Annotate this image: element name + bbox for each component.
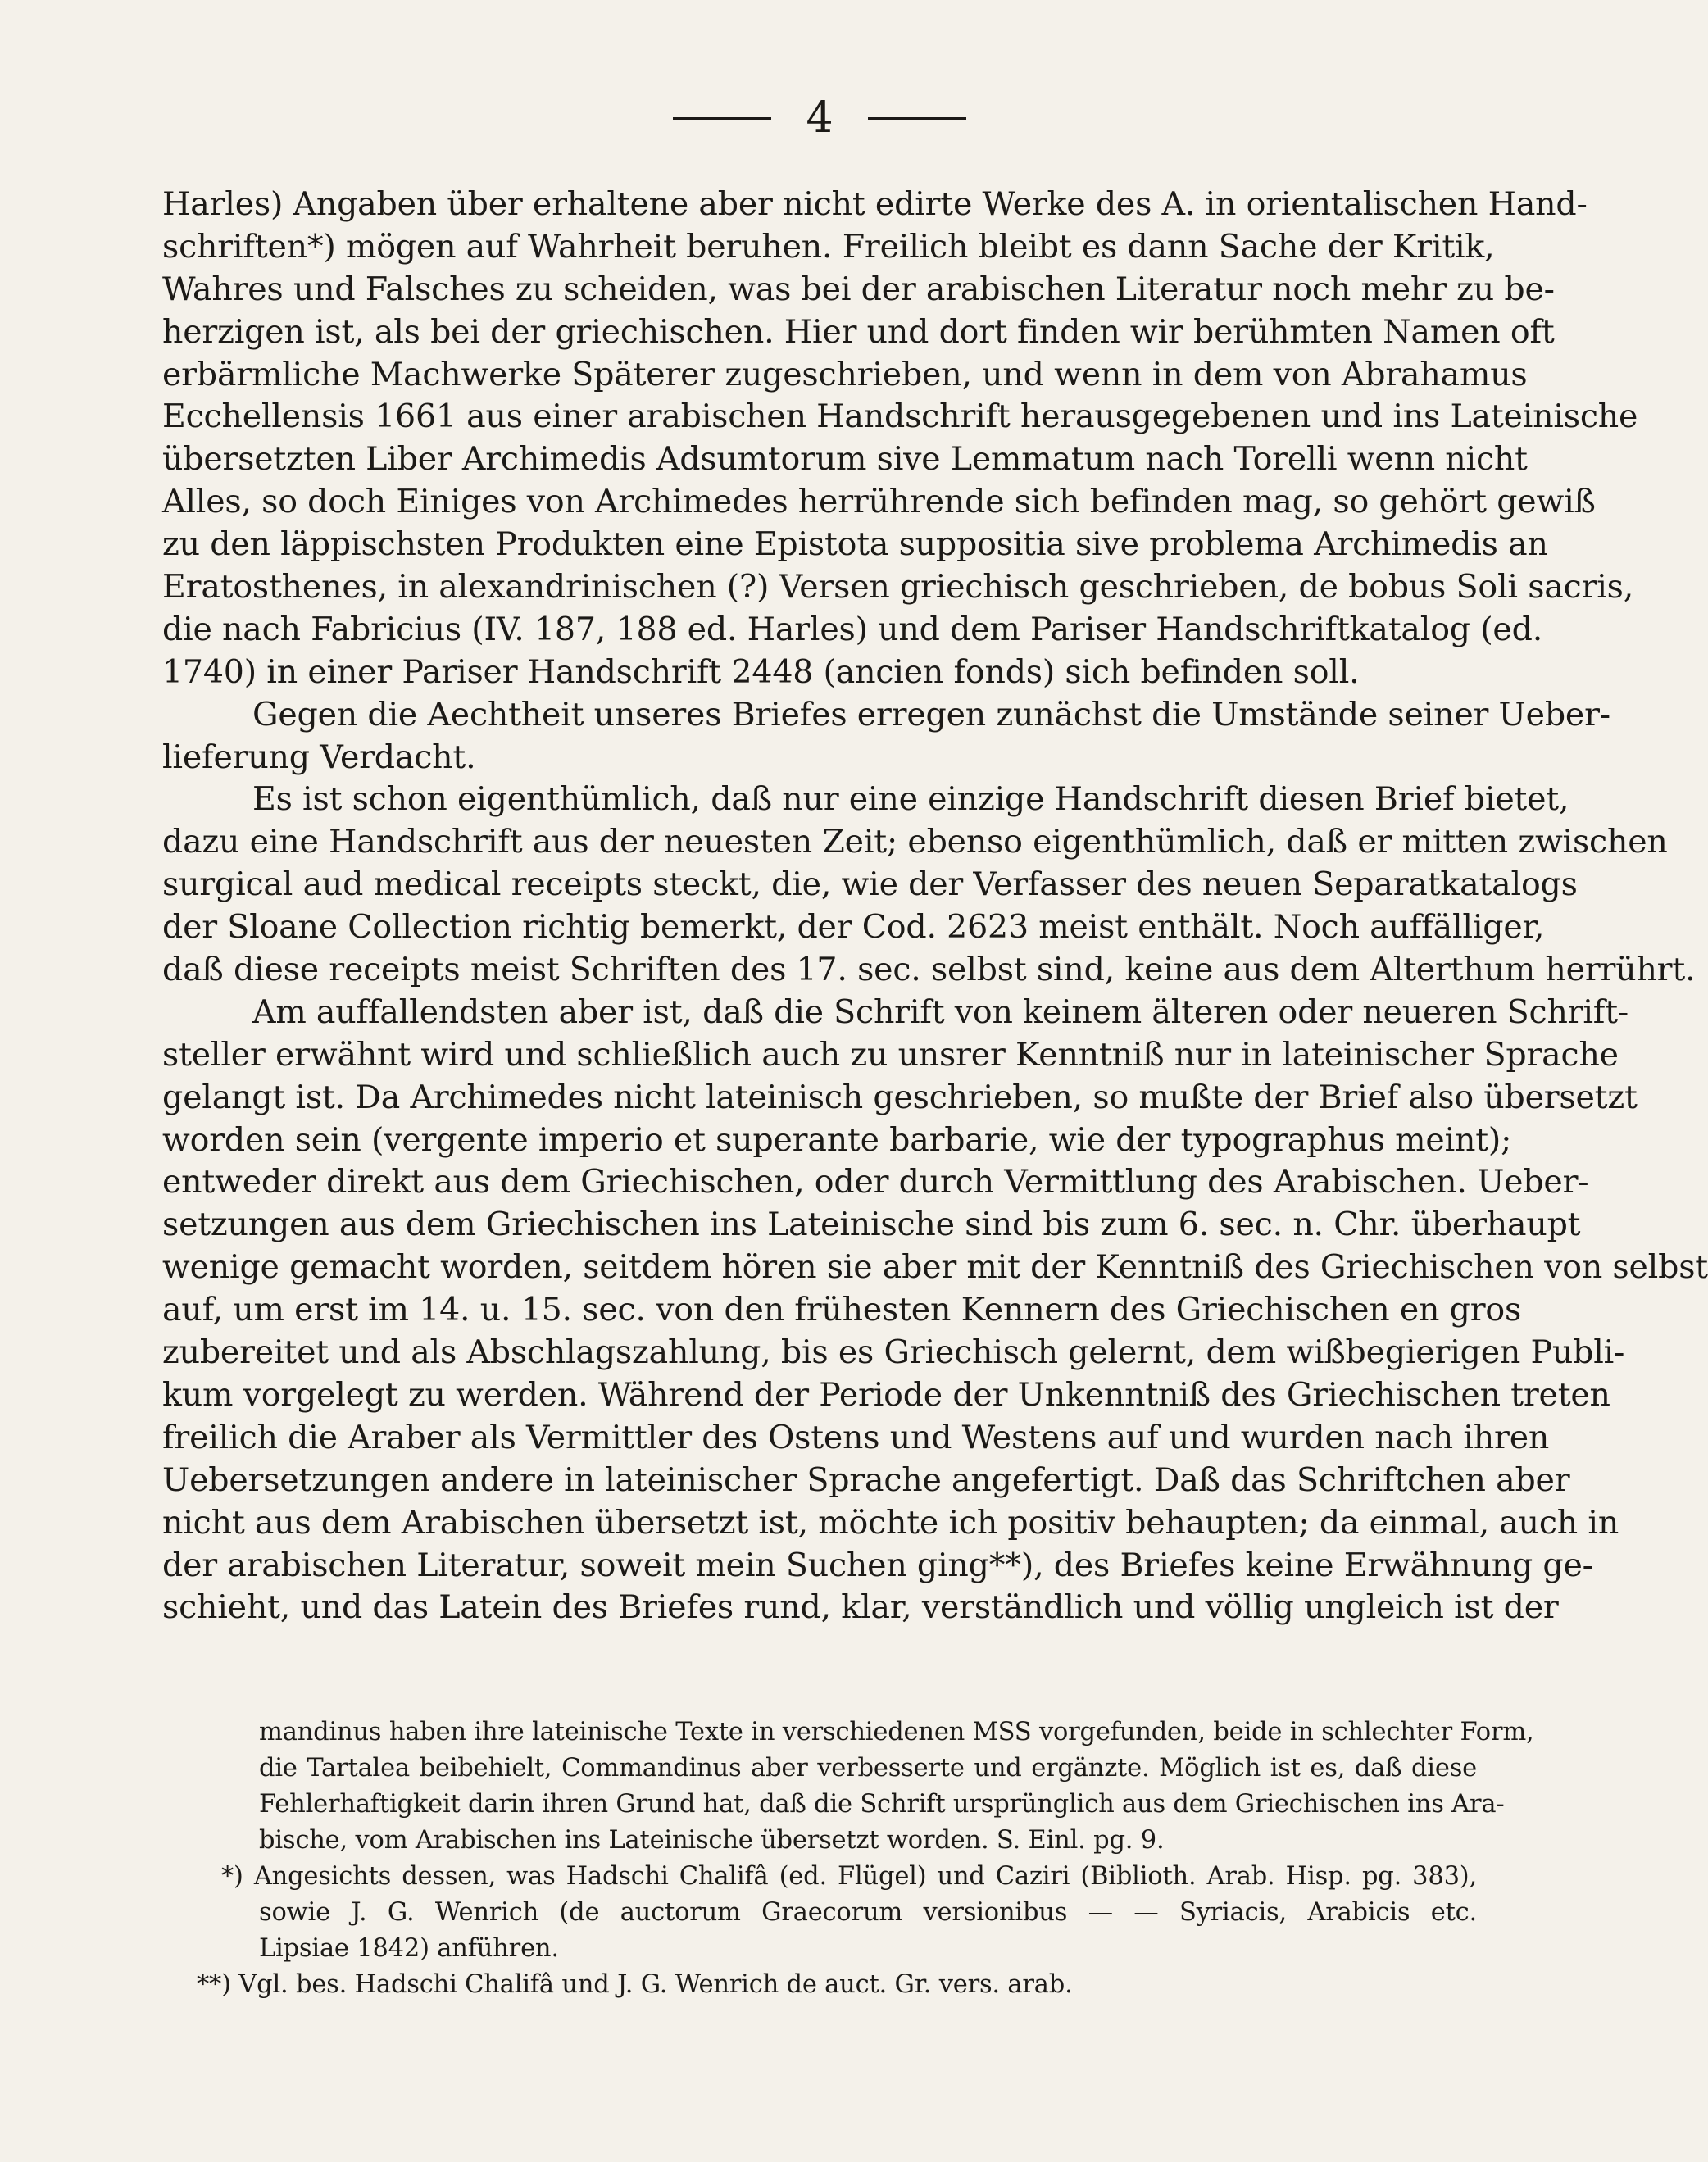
- body-line: 1740) in einer Pariser Handschrift 2448 (ancien fonds) sich befinden soll.: [162, 652, 1360, 691]
- footnotes: [162, 1715, 1534, 2003]
- body-line: Es ist schon eigenthümlich, daß nur eine einzige Handschrift diesen Brief bietet,: [252, 780, 1569, 819]
- body-line: der Sloane Collection richtig bemerkt, der Cod. 2623 meist enthält. Noch auffälliger,: [162, 908, 1545, 947]
- body-line: gelangt ist. Da Archimedes nicht lateinisch geschrieben, so mußte der Brief also übersetzt: [162, 1078, 1638, 1116]
- left-rule: [673, 117, 771, 120]
- body-line: herzigen ist, als bei der griechischen. Hier und dort finden wir berühmten Namen oft: [162, 312, 1555, 351]
- body-line: daß diese receipts meist Schriften des 17. sec. selbst sind, keine aus dem Alterthum herrührt.: [162, 951, 1696, 989]
- body-line: der arabischen Literatur, soweit mein Suchen ging**), des Briefes keine Erwähnung ge-: [162, 1546, 1593, 1584]
- body-line: Wahres und Falsches zu scheiden, was bei der arabischen Literatur noch mehr zu be-: [162, 270, 1555, 308]
- body-line: Uebersetzungen andere in lateinischer Sprache angefertigt. Daß das Schriftchen aber: [162, 1460, 1570, 1499]
- body-line: Eratosthenes, in alexandrinischen (?) Versen griechisch geschrieben, de bobus Soli sacris,: [162, 568, 1634, 606]
- footnote-line: sowie J. G. Wenrich (de auctorum Graecorum versionibus — — Syriacis, Arabicis etc.: [259, 1898, 1477, 1927]
- body-line: lieferung Verdacht.: [162, 738, 476, 776]
- footnote-line: die Tartalea beibehielt, Commandinus aber verbesserte und ergänzte. Möglich ist es, daß diese: [259, 1754, 1477, 1783]
- body-line: übersetzten Liber Archimedis Adsumtorum sive Lemmatum nach Torelli wenn nicht: [162, 440, 1528, 479]
- right-rule: [868, 117, 966, 120]
- footnote-line: **) Vgl. bes. Hadschi Chalifâ und J. G. Wenrich de auct. Gr. vers. arab.: [197, 1970, 1073, 1999]
- page-number-header: [0, 93, 1639, 143]
- footnote-line: Lipsiae 1842) anführen.: [259, 1934, 559, 1963]
- body-line: steller erwähnt wird und schließlich auch zu unsrer Kenntniß nur in lateinischer Sprache: [162, 1035, 1619, 1074]
- footnote-line: bische, vom Arabischen ins Lateinische übersetzt worden. S. Einl. pg. 9.: [259, 1826, 1165, 1855]
- body-text: [162, 184, 1708, 1629]
- body-line: wenige gemacht worden, seitdem hören sie aber mit der Kenntniß des Griechischen von selbst: [162, 1248, 1708, 1287]
- body-line: schriften*) mögen auf Wahrheit beruhen. Freilich bleibt es dann Sache der Kritik,: [162, 227, 1495, 266]
- body-line: worden sein (vergente imperio et superante barbarie, wie der typographus meint);: [162, 1120, 1512, 1159]
- footnote-line: *) Angesichts dessen, was Hadschi Chalifâ (ed. Flügel) und Caziri (Biblioth. Arab. Hisp. pg. 383),: [221, 1862, 1477, 1891]
- body-line: surgical aud medical receipts steckt, die, wie der Verfasser des neuen Separatkatalogs: [162, 865, 1578, 904]
- body-line: Gegen die Aechtheit unseres Briefes erregen zunächst die Umstände seiner Ueber-: [252, 695, 1610, 734]
- body-line: kum vorgelegt zu werden. Während der Periode der Unkenntniß des Griechischen treten: [162, 1375, 1610, 1414]
- body-line: Alles, so doch Einiges von Archimedes herrührende sich befinden mag, so gehört gewiß: [162, 483, 1596, 521]
- body-line: setzungen aus dem Griechischen ins Lateinische sind bis zum 6. sec. n. Chr. überhaupt: [162, 1206, 1581, 1244]
- body-line: Ecchellensis 1661 aus einer arabischen Handschrift herausgegebenen und ins Lateinische: [162, 397, 1638, 436]
- body-line: Am auffallendsten aber ist, daß die Schrift von keinem älteren oder neueren Schrift-: [252, 992, 1629, 1031]
- body-line: entweder direkt aus dem Griechischen, oder durch Vermittlung des Arabischen. Ueber-: [162, 1163, 1589, 1201]
- body-line: zu den läppischsten Produkten eine Epistota suppositia sive problema Archimedis an: [162, 525, 1548, 564]
- footnote-line: mandinus haben ihre lateinische Texte in verschiedenen MSS vorgefunden, beide in schlechter Form,: [259, 1718, 1534, 1746]
- body-line: zubereitet und als Abschlagszahlung, bis es Griechisch gelernt, dem wißbegierigen Publi-: [162, 1333, 1625, 1372]
- body-line: erbärmliche Machwerke Späterer zugeschrieben, und wenn in dem von Abrahamus: [162, 355, 1528, 393]
- body-line: die nach Fabricius (IV. 187, 188 ed. Harles) und dem Pariser Handschriftkatalog (ed.: [162, 610, 1543, 648]
- body-line: nicht aus dem Arabischen übersetzt ist, möchte ich positiv behaupten; da einmal, auch in: [162, 1503, 1619, 1542]
- footnote-line: Fehlerhaftigkeit darin ihren Grund hat, daß die Schrift ursprünglich aus dem Griechischen ins Ara-: [259, 1790, 1505, 1819]
- body-line: freilich die Araber als Vermittler des Ostens und Westens auf und wurden nach ihren: [162, 1418, 1550, 1456]
- body-line: auf, um erst im 14. u. 15. sec. von den frühesten Kennern des Griechischen en gros: [162, 1291, 1522, 1329]
- page-number: 4: [806, 93, 834, 143]
- body-line: Harles) Angaben über erhaltene aber nicht edirte Werke des A. in orientalischen Hand-: [162, 185, 1588, 223]
- body-line: schieht, und das Latein des Briefes rund, klar, verständlich und völlig ungleich ist der: [162, 1588, 1559, 1627]
- body-line: dazu eine Handschrift aus der neuesten Zeit; ebenso eigenthümlich, daß er mitten zwischen: [162, 823, 1668, 861]
